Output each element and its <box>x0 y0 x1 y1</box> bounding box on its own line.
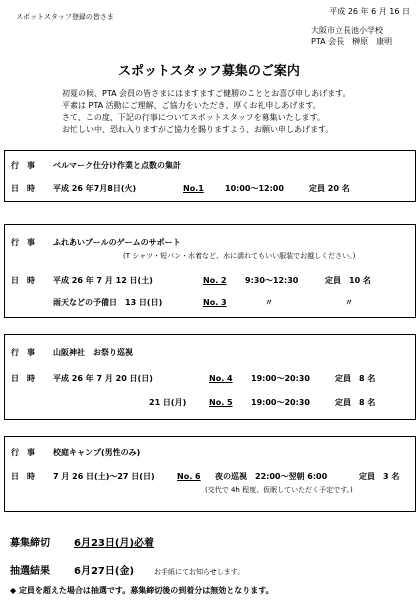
slot-capacity: 定員 20 名 <box>309 184 350 193</box>
event-name: 山阪神社 お祭り巡視 <box>53 348 133 357</box>
slot-date: 平成 26 年7月8日(火) <box>53 184 137 193</box>
slot-time: 10:00～12:00 <box>225 184 284 193</box>
event-row <box>11 237 181 248</box>
event-row <box>11 347 133 358</box>
slot-number: No. 3 <box>203 298 227 307</box>
page-title: スポットスタッフ募集のご案内 <box>118 64 300 79</box>
lottery-suffix: お手紙にてお知らせします。 <box>154 568 245 576</box>
slot-number: No. 5 <box>209 398 233 407</box>
addressee: スポットスタッフ登録の皆さま <box>16 13 114 21</box>
datetime-row <box>11 373 375 384</box>
event-box-2 <box>4 224 416 318</box>
event-name: ベルマーク仕分け作業と点数の集計 <box>53 161 181 170</box>
slot-capacity: 定員 8 名 <box>335 398 376 407</box>
event-row <box>11 447 140 458</box>
event-name: 校庭キャンプ(男性のみ) <box>53 448 141 457</box>
datetime-label: 日 時 <box>11 276 35 285</box>
slot-time: 9:30～12:30 <box>245 276 299 285</box>
slot-number: No. 2 <box>203 276 227 285</box>
event-box-1 <box>4 150 416 202</box>
slot-time: 19:00～20:30 <box>251 374 310 383</box>
slot-number: No. 6 <box>177 472 201 481</box>
deadline-value: 6月23日(月)必着 <box>74 538 155 549</box>
deadline-label: 募集締切 <box>10 538 50 549</box>
school-name: 大阪市立長池小学校 <box>311 26 383 35</box>
slot-capacity: 定員 3 名 <box>359 472 400 481</box>
slot-time: 〃 <box>265 298 273 307</box>
lottery-value: 6月27日(金) <box>74 566 135 577</box>
datetime-row <box>11 183 350 194</box>
event-note: (交代で 4h 程度、仮眠していただく予定です。) <box>205 486 353 494</box>
slot-date: 7 月 26 日(土)～27 日(日) <box>53 472 155 481</box>
datetime-label: 日 時 <box>11 472 35 481</box>
lottery-row <box>10 562 244 577</box>
slot-date: 21 日(月) <box>149 398 187 407</box>
event-name: ふれあいプールのゲームのサポート <box>53 238 181 247</box>
event-label: 行 事 <box>11 448 35 457</box>
event-label: 行 事 <box>11 161 35 170</box>
slot-date: 平成 26 年 7 月 20 日(日) <box>53 374 153 383</box>
event-label: 行 事 <box>11 238 35 247</box>
footnote: ◆ 定員を超えた場合は抽選です。募集締切後の到着分は無効となります。 <box>10 586 274 595</box>
slot-date: 平成 26 年 7 月 12 日(土) <box>53 276 153 285</box>
slot-number: No.1 <box>183 184 204 193</box>
slot-number: No. 4 <box>209 374 233 383</box>
datetime-label: 日 時 <box>11 184 35 193</box>
intro-line-4: お忙しい中、恐れ入りますがご協力を賜りますよう、お願い申しあげます。 <box>62 125 334 134</box>
lottery-label: 抽選結果 <box>10 566 50 577</box>
event-box-3 <box>4 334 416 420</box>
datetime-label: 日 時 <box>11 374 35 383</box>
event-box-4 <box>4 436 416 512</box>
document-date: 平成 26 年 6 月 16 日 <box>329 7 410 16</box>
datetime-row-2 <box>11 397 375 408</box>
datetime-row <box>11 275 371 286</box>
slot-capacity: 定員 10 名 <box>325 276 371 285</box>
sender-name: PTA 会長 榊原 康明 <box>311 37 393 46</box>
slot-capacity: 定員 8 名 <box>335 374 376 383</box>
datetime-row <box>11 471 399 482</box>
event-row <box>11 160 181 171</box>
datetime-row-reserve <box>11 297 353 308</box>
deadline-row <box>10 534 154 549</box>
intro-line-1: 初夏の候、PTA 会員の皆さまにはますますご健勝のこととお喜び申しあげます。 <box>62 89 351 98</box>
event-note: (T シャツ・短パン・水着など、水に濡れてもいい服装でお越しください。) <box>123 252 356 260</box>
event-label: 行 事 <box>11 348 35 357</box>
intro-line-2: 平素は PTA 活動にご理解、ご協力をいただき、厚くお礼申しあげます。 <box>62 101 321 110</box>
slot-time: 19:00～20:30 <box>251 398 310 407</box>
slot-capacity: 〃 <box>345 298 353 307</box>
slot-date: 雨天などの予備日 13 日(日) <box>53 298 163 307</box>
intro-line-3: さて、この度、下記の行事についてスポットスタッフを募集いたします。 <box>62 113 325 122</box>
slot-time: 夜の巡視 22:00～翌朝 6:00 <box>215 472 328 481</box>
